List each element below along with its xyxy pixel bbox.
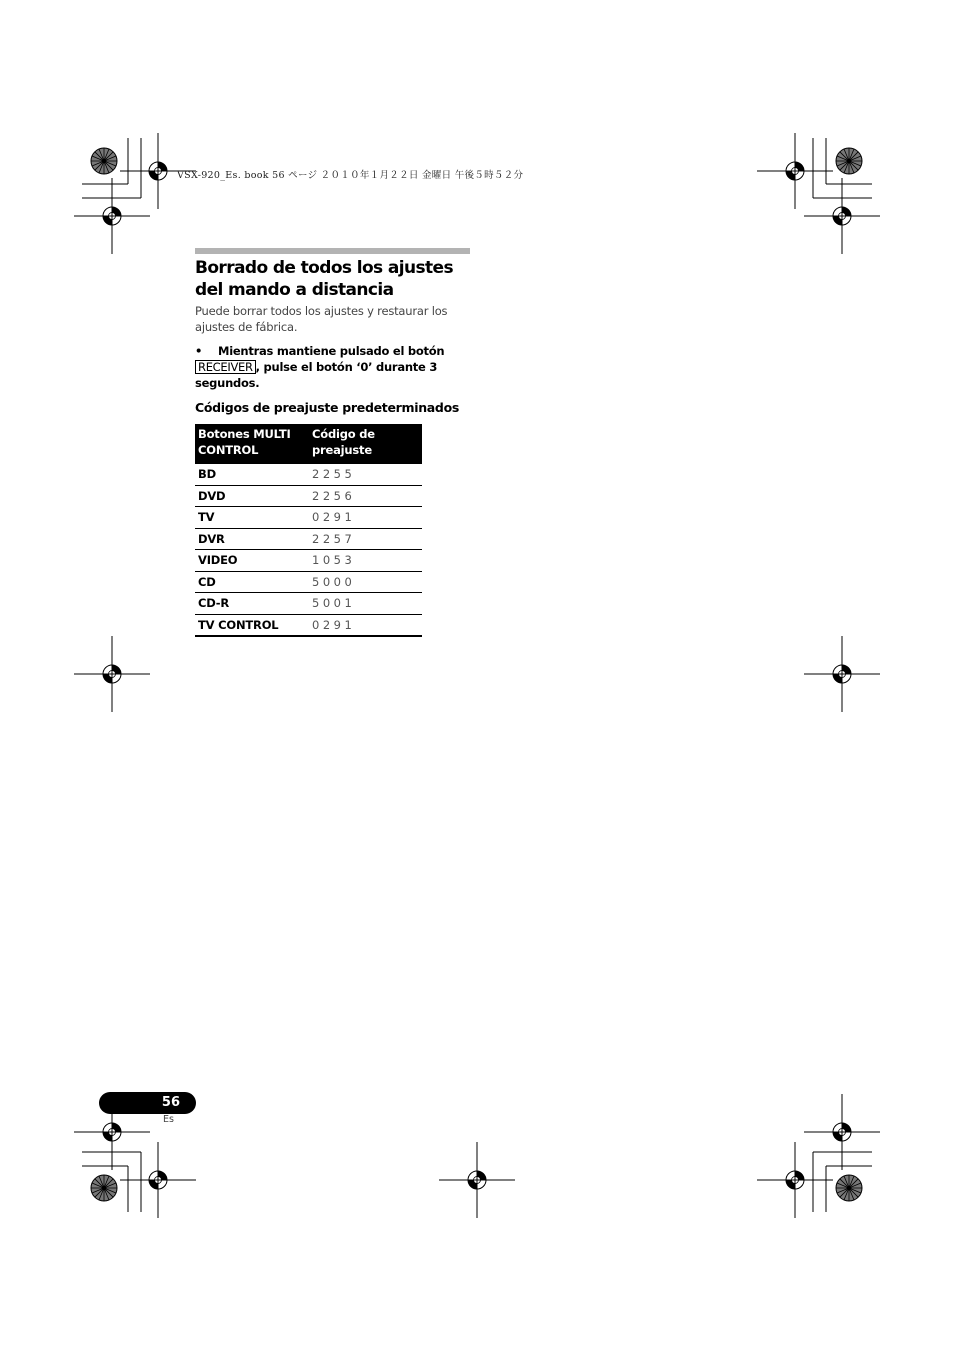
table-row <box>195 571 422 593</box>
page-number: 56 <box>161 1095 180 1110</box>
preset-code-cell: 2256 <box>309 485 422 507</box>
preset-code-cell: 2255 <box>309 464 422 485</box>
codes-table-heading: Códigos de preajuste predeterminados <box>195 400 460 415</box>
button-name-cell: TV <box>195 507 309 529</box>
table-row <box>195 593 422 615</box>
page-language: Es <box>163 1114 174 1125</box>
column-header-buttons: Botones MULTI CONTROL <box>195 424 309 464</box>
table-row <box>195 614 422 636</box>
intro-paragraph: Puede borrar todos los ajustes y restaurar los ajustes de fábrica. <box>195 304 448 334</box>
table-row <box>195 550 422 572</box>
button-name-cell: BD <box>195 464 309 485</box>
preset-code-cell: 0291 <box>309 507 422 529</box>
preset-code-cell: 2257 <box>309 528 422 550</box>
table-row <box>195 507 422 529</box>
page-number-badge <box>99 1092 196 1114</box>
instruction-text-part1: Mientras mantiene pulsado el botón <box>218 344 445 358</box>
button-name-cell: DVD <box>195 485 309 507</box>
preset-code-cell: 1053 <box>309 550 422 572</box>
column-header-code: Código de preajuste <box>309 424 422 464</box>
bullet-marker: • <box>195 344 203 358</box>
print-file-header: VSX-920_Es. book 56 ページ ２０１０年１月２２日 金曜日 午後５時５２分 <box>177 170 524 181</box>
section-title: Borrado de todos los ajustes del mando a distancia <box>195 258 453 300</box>
button-name-cell: DVR <box>195 528 309 550</box>
receiver-key-label: RECEIVER <box>195 360 256 374</box>
preset-code-cell: 0291 <box>309 614 422 636</box>
table-row <box>195 528 422 550</box>
table-header-row <box>195 424 422 464</box>
button-name-cell: CD <box>195 571 309 593</box>
instruction-text-part2: , pulse el botón ‘0’ durante 3 segundos. <box>195 360 438 390</box>
button-name-cell: VIDEO <box>195 550 309 572</box>
section-divider-bar <box>195 248 470 254</box>
button-name-cell: TV CONTROL <box>195 614 309 636</box>
table-row <box>195 464 422 485</box>
preset-code-cell: 5000 <box>309 571 422 593</box>
instruction-step <box>195 343 470 391</box>
table-row <box>195 485 422 507</box>
preset-code-cell: 5001 <box>309 593 422 615</box>
button-name-cell: CD-R <box>195 593 309 615</box>
preset-codes-table <box>195 424 422 637</box>
